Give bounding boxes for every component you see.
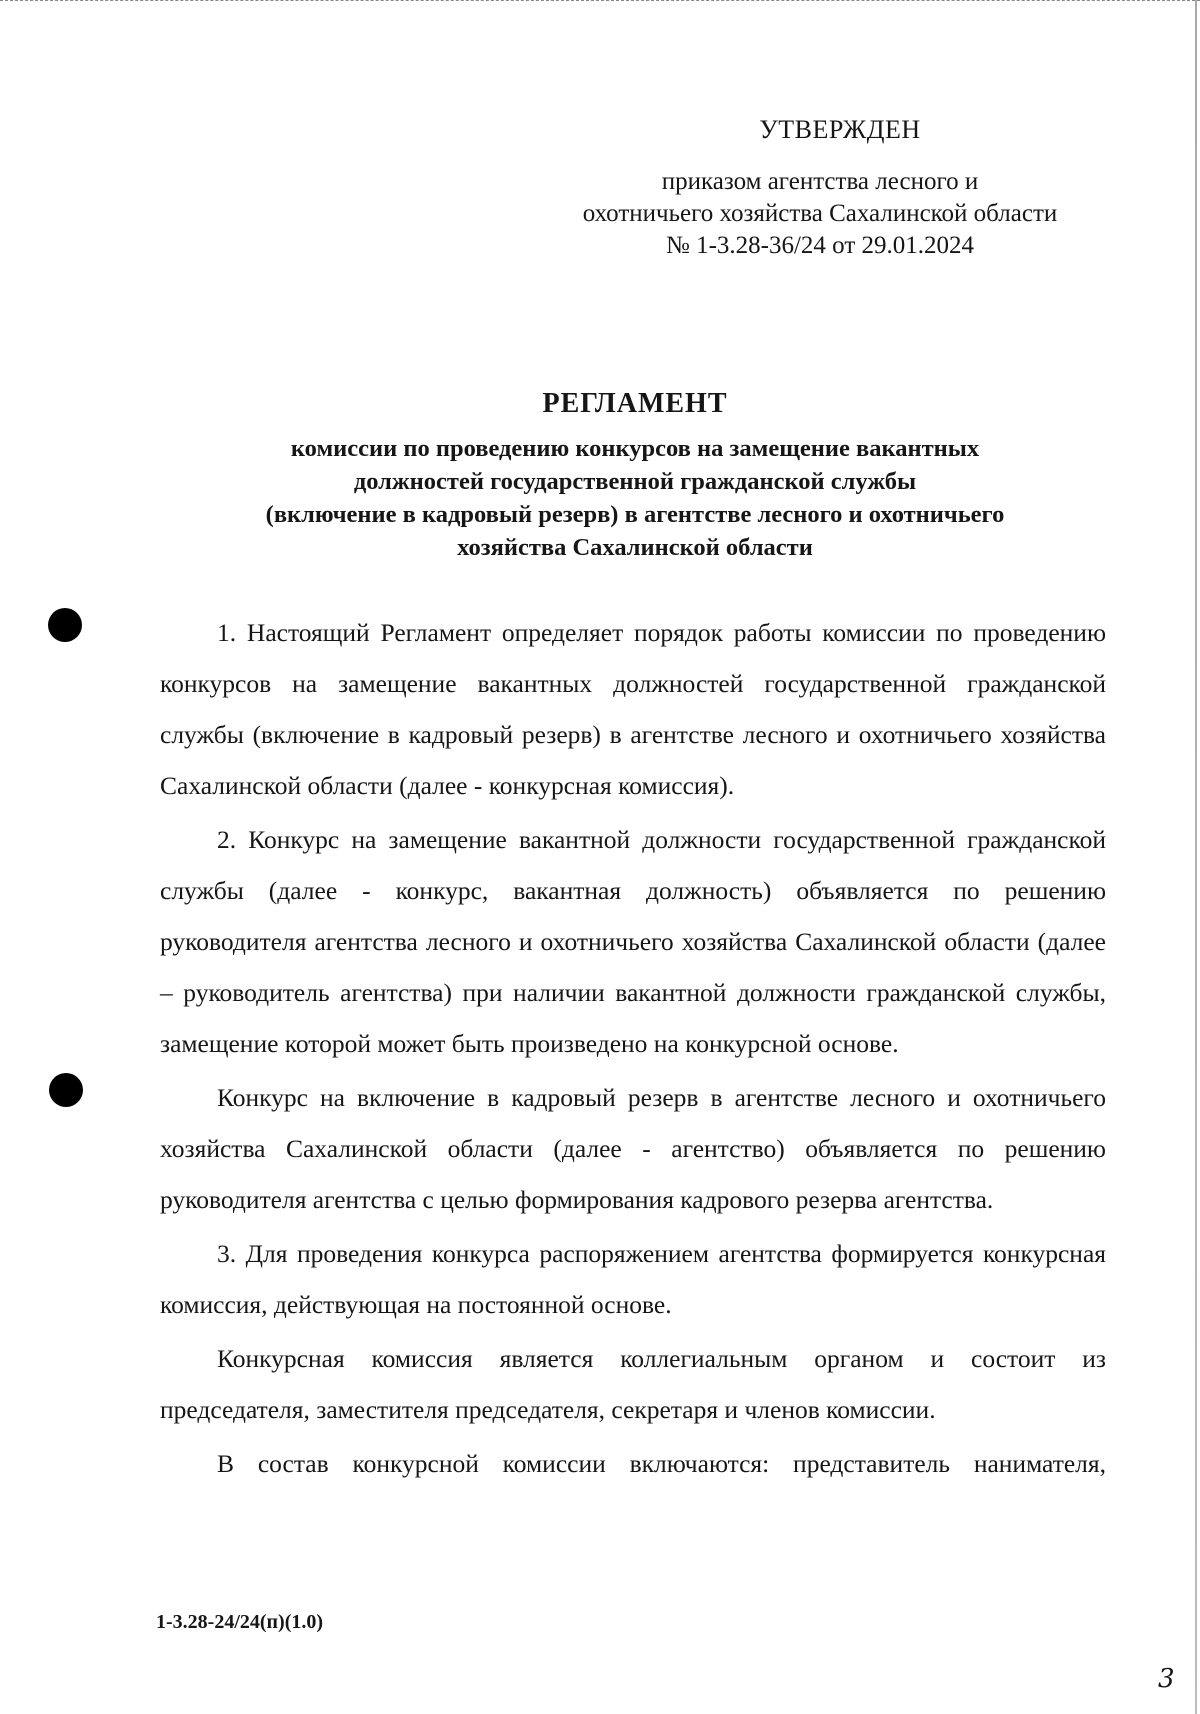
page-number: 3 — [1158, 1664, 1175, 1694]
subtitle-line: (включение в кадровый резерв) в агентстве лесного и охотничьего — [265, 501, 1005, 528]
document-heading — [160, 388, 1110, 564]
subtitle-line: хозяйства Сахалинской области — [457, 534, 813, 561]
paragraph: 3. Для проведения конкурса распоряжением агентства формируется конкурсная комиссия, действующая на постоянной основе. — [160, 1239, 1106, 1319]
approval-line: приказом агентства лесного и — [661, 168, 979, 195]
paragraph: 1. Настоящий Регламент определяет порядок работы комиссии по проведению конкурсов на замещение вакантных должностей государственной гражданской службы (включение в кадровый резерв) в агентстве лесного и охотничьего хозяйства Сахалинской области (далее - конкурсная комиссия). — [160, 618, 1106, 800]
paragraph: Конкурсная комиссия является коллегиальным органом и состоит из председателя, заместителя председателя, секретаря и членов комиссии. — [160, 1344, 1106, 1424]
approval-line: охотничьего хозяйства Сахалинской области — [582, 200, 1058, 227]
document-title: РЕГЛАМЕНТ — [542, 388, 728, 419]
document-code: 1-3.28-24/24(п)(1.0) — [156, 1611, 324, 1633]
document-body — [160, 607, 1106, 1489]
document-subtitle — [160, 432, 1110, 564]
subtitle-line: комиссии по проведению конкурсов на замещение вакантных — [290, 435, 980, 462]
punch-hole — [48, 608, 82, 642]
scan-top-edge — [0, 0, 1200, 4]
approval-order-number: № 1-3.28-36/24 от 29.01.2024 — [665, 232, 975, 259]
paragraph: 2. Конкурс на замещение вакантной должности государственной гражданской службы (далее - конкурс, вакантная должность) объявляется по решению руководителя агентства лесного и охотничьего хозяйства Сахалинской области (далее – руководитель агентства) при наличии вакантной должности гражданской службы, замещение которой может быть произведено на конкурсной основе. — [160, 825, 1106, 1058]
approval-title: УТВЕРЖДЕН — [759, 115, 921, 144]
subtitle-line: должностей государственной гражданской службы — [353, 468, 917, 495]
punch-hole — [49, 1073, 83, 1107]
scan-right-edge — [1195, 0, 1197, 1714]
paragraph: В состав конкурсной комиссии включаются: представитель нанимателя, — [217, 1449, 1106, 1478]
paragraph: Конкурс на включение в кадровый резерв в агентстве лесного и охотничьего хозяйства Сахалинской области (далее - агентство) объявляется по решению руководителя агентства с целью формирования кадрового резерва агентства. — [160, 1083, 1106, 1214]
approval-stamp-block — [540, 114, 1100, 262]
